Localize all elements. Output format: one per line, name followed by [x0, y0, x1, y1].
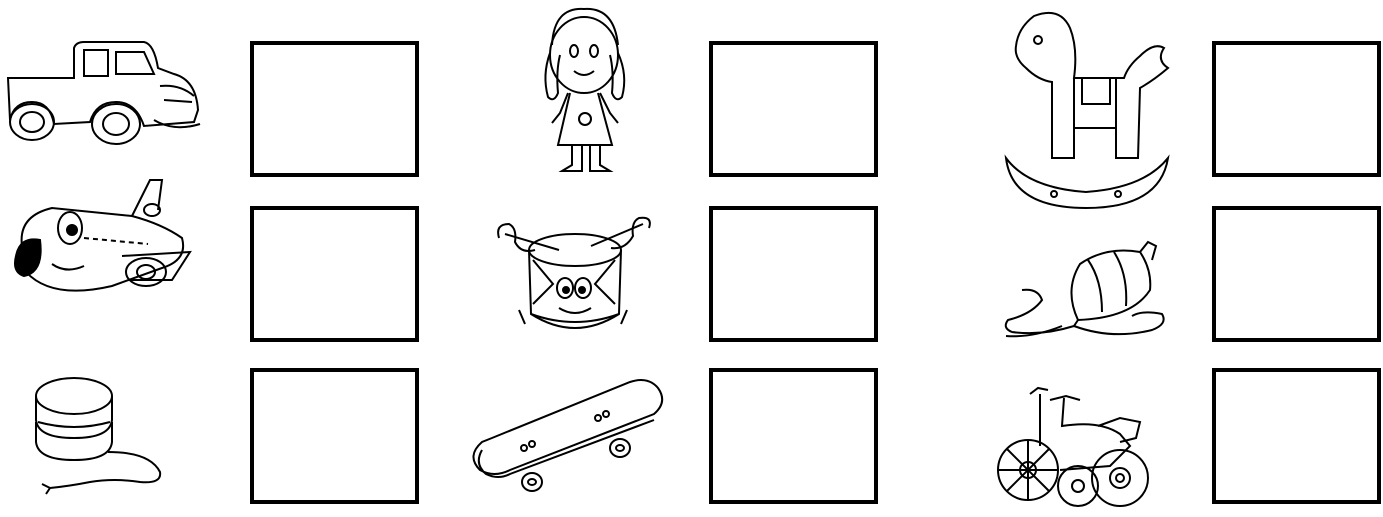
- answer-box-9[interactable]: [1212, 368, 1381, 504]
- answer-box-3[interactable]: [1212, 41, 1381, 177]
- yoyo-icon: [30, 372, 170, 494]
- answer-box-8[interactable]: [709, 368, 878, 504]
- doll-icon: [534, 5, 634, 175]
- spinning-top-icon: [1002, 240, 1168, 340]
- drum-icon: [495, 214, 653, 340]
- answer-box-4[interactable]: [250, 206, 419, 342]
- answer-box-7[interactable]: [250, 368, 419, 504]
- answer-box-6[interactable]: [1212, 206, 1381, 342]
- cartoon-airplane-icon: [12, 176, 190, 304]
- answer-box-2[interactable]: [709, 41, 878, 177]
- pickup-truck-icon: [4, 40, 200, 145]
- answer-box-5[interactable]: [709, 206, 878, 342]
- skateboard-icon: [470, 374, 666, 494]
- rocking-horse-icon: [1004, 8, 1174, 213]
- answer-box-1[interactable]: [250, 41, 419, 177]
- tricycle-icon: [990, 386, 1160, 514]
